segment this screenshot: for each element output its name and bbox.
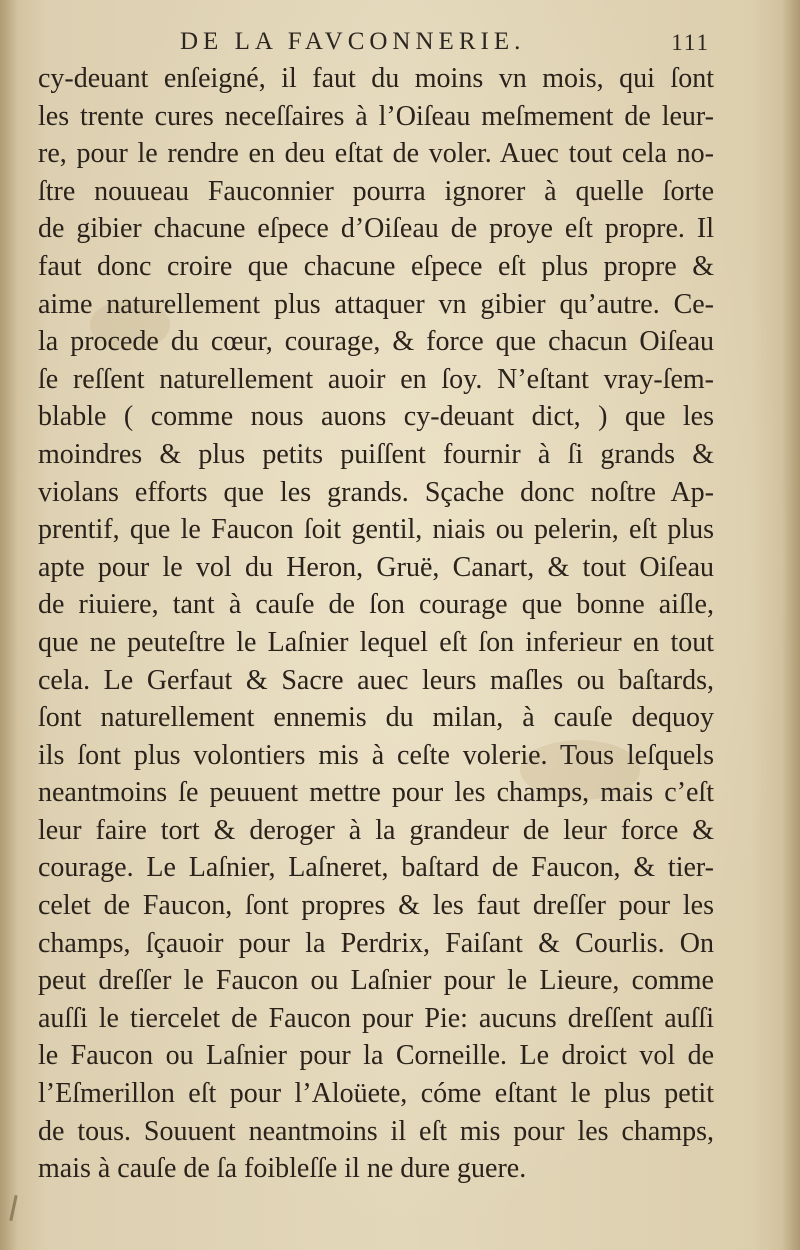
text-line: celet de Faucon, ſont propres & les faut dreſſer pour les (38, 890, 714, 922)
text-line: le Faucon ou Laſnier pour la Corneille. Le droict vol de (38, 1040, 714, 1072)
text-line: ſtre nouueau Fauconnier pourra ignorer à quelle ſorte (38, 175, 714, 207)
body-text (38, 60, 714, 1188)
text-line: peut dreſſer le Faucon ou Laſnier pour le Lieure, comme (38, 965, 714, 997)
text-line: de gibier chacune eſpece d’Oiſeau de proye eſt propre. Il (38, 213, 714, 245)
running-title: DE LA FAVCONNERIE. (180, 28, 526, 55)
text-line: cy-deuant enſeigné, il faut du moins vn mois, qui ſont (38, 63, 714, 94)
text-line: la procede du cœur, courage, & force que chacun Oiſeau (38, 326, 714, 358)
text-line: aime naturellement plus attaquer vn gibier qu’autre. Ce- (38, 288, 714, 320)
text-line: ils ſont plus volontiers mis à ceſte volerie. Tous leſquels (38, 739, 714, 771)
text-line: courage. Le Laſnier, Laſneret, baſtard de Faucon, & tier- (38, 852, 714, 884)
text-line: moindres & plus petits puiſſent fournir à ſi grands & (38, 438, 714, 470)
page-number: 111 (671, 30, 710, 55)
text-line: prentif, que le Faucon ſoit gentil, niais ou pelerin, eſt plus (38, 514, 714, 546)
page-left-edge (0, 0, 18, 1250)
text-line: ſe reſſent naturellement auoir en ſoy. N’eſtant vray-ſem- (38, 363, 714, 395)
text-line: de tous. Souuent neantmoins il eſt mis pour les champs, (38, 1115, 714, 1147)
text-line: neantmoins ſe peuuent mettre pour les champs, mais c’eſt (38, 777, 714, 809)
text-line: que ne peuteſtre le Laſnier lequel eſt ſon inferieur en tout (38, 626, 714, 658)
text-line: apte pour le vol du Heron, Gruë, Canart, & tout Oiſeau (38, 551, 714, 583)
text-line: champs, ſçauoir pour la Perdrix, Faiſant & Courlis. On (38, 927, 714, 959)
text-line: leur faire tort & deroger à la grandeur de leur force & (38, 814, 714, 846)
text-line: l’Eſmerillon eſt pour l’Aloüete, cóme eſtant le plus petit (38, 1078, 714, 1110)
page-right-edge (782, 0, 800, 1250)
text-line: les trente cures neceſſaires à l’Oiſeau meſmement de leur- (38, 100, 714, 132)
text-line: de riuiere, tant à cauſe de ſon courage que bonne aiſle, (38, 589, 714, 621)
text-line: violans efforts que les grands. Sçache donc noſtre Ap- (38, 476, 714, 508)
text-line: blable ( comme nous auons cy-deuant dict, ) que les (38, 401, 714, 433)
text-line: mais à cauſe de ſa foibleſſe il ne dure guere. (38, 1153, 527, 1185)
text-line: faut donc croire que chacune eſpece eſt plus propre & (38, 250, 714, 282)
text-line: ſont naturellement ennemis du milan, à cauſe dequoy (38, 702, 714, 734)
text-line: auſſi le tiercelet de Faucon pour Pie: aucuns dreſſent auſſi (38, 1002, 714, 1034)
text-line: re, pour le rendre en deu eſtat de voler. Auec tout cela no- (38, 138, 714, 170)
text-line: cela. Le Gerfaut & Sacre auec leurs maſles ou baſtards, (38, 664, 714, 696)
